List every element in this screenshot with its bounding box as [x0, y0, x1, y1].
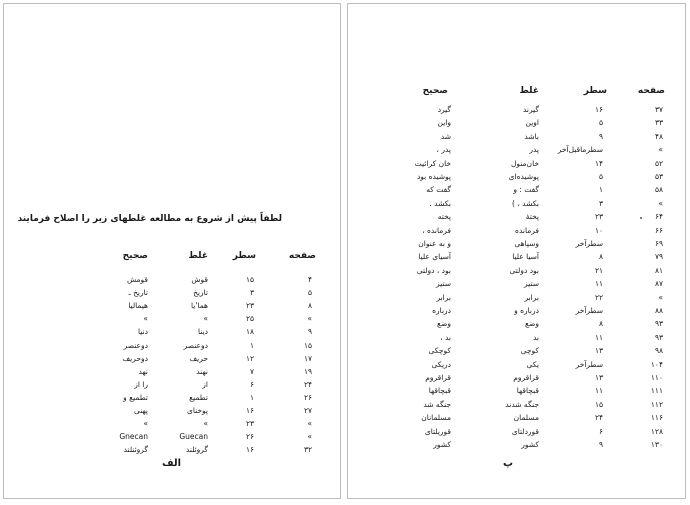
cell-line: ۳: [249, 288, 254, 298]
cell-correct: بکشد .: [429, 198, 451, 208]
cell-page: ۶۶: [654, 225, 663, 235]
column-header-line: سطر: [583, 86, 607, 96]
cell-wrong: قوردلتای: [511, 426, 539, 436]
table-row: [348, 439, 685, 452]
cell-page: ۳۲: [303, 445, 312, 455]
cell-correct: پدر ،: [436, 145, 451, 155]
column-header-line: سطر: [232, 251, 256, 261]
cell-correct: جنگه شد: [423, 399, 451, 409]
cell-line: ۱۲: [245, 353, 254, 363]
cell-page: »: [658, 292, 663, 302]
cell-correct: گیرد: [437, 105, 451, 114]
cell-page: ۵۸: [654, 185, 663, 195]
cell-page: ۷۹: [654, 252, 663, 262]
cell-page: ۹۳: [654, 332, 663, 342]
cell-correct: تاریخ ـ: [128, 288, 148, 298]
cell-correct: دوحریف: [122, 353, 148, 363]
table-row: [4, 431, 340, 444]
cell-wrong: دوعنصر: [183, 340, 208, 350]
cell-correct: نهد: [138, 366, 148, 376]
column-header-wrong: غلط: [188, 251, 208, 261]
cell-wrong: »: [203, 419, 208, 429]
page-mark: پ: [503, 458, 514, 469]
cell-wrong: گفت : و: [513, 185, 539, 195]
cell-wrong: وضع: [525, 319, 539, 329]
cell-line: سطرماقبل‌آخر: [557, 145, 603, 155]
cell-wrong: وسپاهی: [514, 239, 539, 248]
table-row: [348, 305, 685, 318]
cell-line: ۱۵: [594, 399, 603, 409]
cell-line: ۱۳: [594, 346, 603, 356]
cell-line: ۲۵: [245, 314, 254, 324]
table-row: [4, 444, 340, 457]
table-row: [348, 385, 685, 398]
cell-correct: دنیا: [138, 327, 148, 337]
cell-correct: بد ،: [440, 332, 451, 342]
cell-wrong: نهند: [196, 366, 208, 376]
cell-page: ۱۱۶: [650, 413, 663, 423]
cell-correct: آسیای علیا: [418, 252, 451, 262]
cell-line: ۱۶: [245, 445, 254, 455]
cell-correct: دوعنصر: [123, 340, 148, 350]
cell-correct: درباره: [432, 306, 451, 315]
cell-page: ۵۳: [654, 172, 663, 181]
cell-page: ۲۶: [303, 392, 312, 402]
table-row: [348, 332, 685, 345]
cell-correct: پهنی: [133, 406, 148, 415]
table-row: [348, 359, 685, 372]
cell-page: ۲۴: [303, 379, 312, 389]
errata-heading: لطفاً پیش از شروع به مطالعه غلطهای زیر را اصلاح فرمایند: [17, 214, 282, 224]
table-row: [348, 318, 685, 331]
cell-page: ۵۲: [654, 158, 663, 168]
cell-wrong: قراقروم: [513, 373, 539, 382]
table-row: [4, 379, 340, 392]
cell-correct: قوریلتای: [424, 426, 451, 436]
cell-wrong: اوین: [525, 118, 539, 128]
scan-dot: [640, 217, 642, 219]
cell-line: ۱: [249, 392, 254, 402]
cell-wrong: بد: [532, 332, 539, 342]
cell-correct: کوچکی: [428, 346, 451, 356]
cell-wrong: خان‌منول: [510, 158, 539, 168]
table-row: [348, 251, 685, 264]
cell-wrong: تطمیع: [189, 392, 208, 402]
cell-correct: بود ، دولتی: [416, 265, 451, 275]
cell-wrong: »: [203, 314, 208, 324]
cell-correct: Gnecan: [119, 432, 148, 442]
cell-wrong: ستیز: [524, 279, 539, 289]
cell-wrong: هما'یا: [190, 301, 208, 311]
cell-correct: پخته: [437, 212, 451, 222]
table-row: [348, 278, 685, 291]
cell-page: ۵: [307, 288, 312, 298]
cell-line: ۲۳: [245, 301, 254, 311]
cell-wrong: فرمانده: [515, 225, 539, 235]
cell-wrong: درباره و: [514, 306, 539, 315]
cell-wrong: از: [202, 379, 208, 389]
cell-correct: ستیز: [436, 279, 451, 289]
cell-page: ۱۰۴: [650, 359, 663, 369]
table-row: [348, 399, 685, 412]
cell-line: ۲۲: [594, 292, 603, 302]
cell-line: ۱۶: [245, 406, 254, 415]
table-row: [348, 131, 685, 144]
cell-wrong: آسیا علیا: [512, 252, 539, 262]
cell-wrong: پوخنای: [186, 406, 208, 415]
cell-correct: گفت که: [426, 185, 451, 195]
cell-page: ۱۱۱: [650, 386, 663, 396]
cell-wrong: پدر: [529, 145, 539, 155]
cell-wrong: بود دولتی: [509, 265, 539, 275]
table-row: [4, 366, 340, 379]
column-header-page: صفحه: [288, 251, 316, 261]
cell-line: ۶: [249, 379, 254, 389]
cell-wrong: کوچی: [520, 346, 539, 356]
cell-line: ۳: [598, 198, 603, 208]
column-header-wrong: غلط: [519, 86, 539, 96]
cell-correct: تطمیع و: [123, 392, 148, 402]
cell-page: ۸۸: [654, 306, 663, 315]
cell-line: سطرآخر: [575, 359, 603, 369]
cell-correct: و به عنوان: [418, 239, 451, 248]
cell-line: ۲۱: [594, 265, 603, 275]
cell-wrong: پوشیده‌ای: [508, 172, 539, 181]
cell-line: ۱۴: [594, 158, 603, 168]
cell-page: ۶۹: [654, 239, 663, 248]
cell-correct: »: [143, 314, 148, 324]
cell-page: »: [307, 314, 312, 324]
cell-correct: قومش: [126, 275, 148, 284]
cell-wrong: گیرند: [523, 105, 539, 114]
table-row: [348, 144, 685, 157]
cell-line: ۲۶: [245, 432, 254, 442]
table-row: [348, 104, 685, 117]
cell-correct: خان کرائیت: [414, 158, 451, 168]
cell-page: ۱۹: [303, 366, 312, 376]
cell-page: ۸۷: [654, 279, 663, 289]
cell-line: ۱۰: [594, 225, 603, 235]
cell-wrong: تاریخ: [193, 288, 208, 298]
cell-line: ۱۳: [594, 373, 603, 382]
cell-page: ۳۳: [654, 118, 663, 128]
cell-correct: مسلمانان: [421, 413, 451, 423]
table-row: [4, 313, 340, 326]
table-row: [348, 211, 685, 224]
table-row: [4, 326, 340, 339]
cell-wrong: برابر: [524, 292, 539, 302]
cell-correct: را از: [134, 379, 148, 389]
table-row: [348, 345, 685, 358]
cell-line: ۵: [598, 118, 603, 128]
cell-line: ۸: [598, 252, 603, 262]
table-row: [4, 392, 340, 405]
table-row: [348, 412, 685, 425]
table-row: [4, 353, 340, 366]
table-row: [348, 265, 685, 278]
table-row: [4, 340, 340, 353]
cell-page: ۱۱۰: [650, 373, 663, 382]
cell-line: ۶: [598, 426, 603, 436]
cell-line: ۱۵: [245, 275, 254, 284]
page-mark: الف: [162, 458, 182, 469]
cell-page: ۱۷: [303, 353, 312, 363]
cell-page: »: [307, 432, 312, 442]
cell-page: ۹: [307, 327, 312, 337]
cell-correct: کشور: [433, 440, 451, 449]
cell-page: »: [658, 198, 663, 208]
cell-line: سطرآخر: [575, 306, 603, 315]
table-row: [4, 405, 340, 418]
cell-line: ۱: [598, 185, 603, 195]
cell-page: »: [307, 419, 312, 429]
cell-line: ۲۳: [594, 212, 603, 222]
table-row: [4, 418, 340, 431]
cell-line: ۱۶: [594, 105, 603, 114]
cell-correct: قبچاقها: [428, 386, 451, 396]
cell-wrong: Guecan: [179, 432, 208, 442]
cell-wrong: یکی: [526, 359, 539, 369]
cell-page: ۶۴: [654, 212, 663, 222]
cell-correct: دریکی: [431, 359, 451, 369]
cell-line: ۸: [598, 319, 603, 329]
cell-wrong: حریف: [189, 353, 208, 363]
cell-wrong: جنگه شدند: [505, 399, 539, 409]
cell-correct: هیمالیا: [128, 301, 148, 311]
cell-line: ۷: [249, 366, 254, 376]
cell-line: ۱۱: [594, 332, 603, 342]
cell-line: ۱: [249, 340, 254, 350]
cell-correct: شد: [440, 131, 451, 141]
table-row: [4, 287, 340, 300]
cell-wrong: بکشد ، ): [512, 198, 539, 208]
cell-line: ۹: [598, 440, 603, 449]
table-row: [348, 238, 685, 251]
cell-correct: وضع: [437, 319, 451, 329]
cell-page: ۲۷: [303, 406, 312, 415]
cell-page: ۱۱۲: [650, 399, 663, 409]
column-header-correct: صحیح: [122, 251, 148, 261]
cell-page: ۱۵: [303, 340, 312, 350]
column-header-correct: صحیح: [422, 86, 448, 96]
table-row: [348, 184, 685, 197]
cell-correct: فرمانده ،: [422, 225, 451, 235]
cell-wrong: باشد: [524, 131, 539, 141]
table-row: [348, 158, 685, 171]
cell-line: ۱۱: [594, 386, 603, 396]
table-row: [348, 198, 685, 211]
cell-line: سطرآخر: [575, 239, 603, 248]
cell-page: ۸: [307, 301, 312, 311]
cell-correct: قراقروم: [425, 373, 451, 382]
cell-wrong: پختهٔ: [525, 212, 539, 222]
table-row: [4, 274, 340, 287]
cell-page: ۴۸: [654, 131, 663, 141]
cell-correct: گروئنلند: [123, 445, 148, 455]
table-row: [348, 292, 685, 305]
cell-correct: پوشیده بود: [416, 172, 451, 181]
cell-line: ۹: [598, 131, 603, 141]
cell-wrong: دینا: [198, 327, 208, 337]
cell-page: ۹۳: [654, 319, 663, 329]
cell-wrong: گروئلند: [185, 445, 208, 455]
cell-correct: »: [143, 419, 148, 429]
cell-line: ۲۴: [594, 413, 603, 423]
cell-correct: برابر: [436, 292, 451, 302]
left-page: [3, 3, 341, 499]
cell-wrong: قبچاقها: [516, 386, 539, 396]
table-row: [4, 300, 340, 313]
cell-line: ۲۳: [245, 419, 254, 429]
table-row: [348, 225, 685, 238]
cell-page: ۹۸: [654, 346, 663, 356]
cell-line: ۱۱: [594, 279, 603, 289]
cell-page: ۱۲۸: [650, 426, 663, 436]
table-row: [348, 426, 685, 439]
cell-page: »: [658, 145, 663, 155]
cell-wrong: مسلمان: [513, 413, 539, 423]
right-page: [347, 3, 686, 499]
cell-line: ۱۸: [245, 327, 254, 337]
cell-wrong: قوش: [191, 275, 208, 284]
cell-page: ۴: [307, 275, 312, 284]
cell-correct: واین: [437, 118, 451, 128]
cell-page: ۸۱: [654, 265, 663, 275]
cell-page: ۳۷: [654, 105, 663, 114]
table-row: [348, 171, 685, 184]
cell-wrong: کشور: [521, 440, 539, 449]
column-header-page: صفحه: [637, 86, 665, 96]
cell-line: ۵: [598, 172, 603, 181]
table-row: [348, 372, 685, 385]
table-row: [348, 117, 685, 130]
cell-page: ۱۳۰: [650, 440, 663, 449]
